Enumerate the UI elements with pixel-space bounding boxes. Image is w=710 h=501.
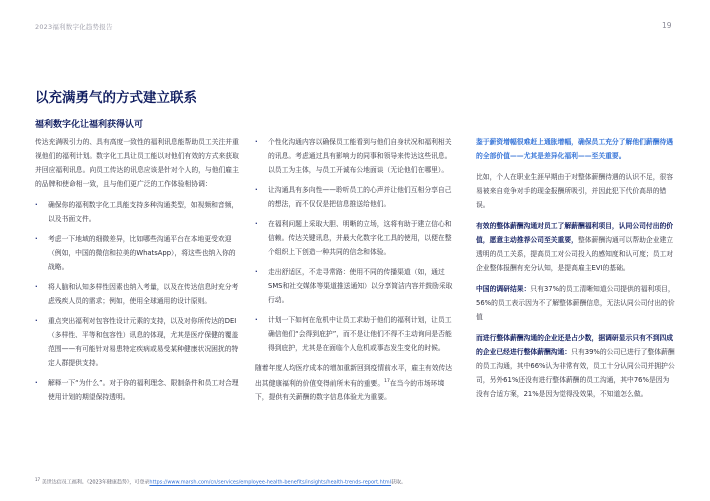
closing-text: 随着年度人均医疗成本的增加重新回到疫情前水平，雇主有效传达出其健康福利的价值变得前所未有的重要。 <box>255 364 453 388</box>
list-item <box>35 314 239 370</box>
paragraph <box>476 331 676 401</box>
middle-bullet-list <box>255 135 455 355</box>
bullet-marker: · <box>255 220 258 228</box>
closing-tail-text: 在当今的市场环境下，提供有关薪酬的数字信息体验尤为重要。 <box>255 379 445 402</box>
bold-lead: 有效的整体薪酬沟通对员工了解薪酬福利项目，认同公司付出的价值，愿意主动推荐公司至关重要， <box>476 222 674 244</box>
list-item-text: 考虑一下地域的细微差异，比如哪些沟通平台在本地更受欢迎（例如，中国的微信和拉美的WhatsApp），将这些也纳入你的战略。 <box>48 235 236 271</box>
middle-column <box>255 135 455 411</box>
footnote-text: 美世达信员工福利。《2023年健康趋势》，可登录 <box>41 479 150 486</box>
running-header: 2023福利数字化趋势报告 <box>35 23 113 31</box>
bullet-marker: · <box>255 316 258 324</box>
list-item <box>35 232 239 274</box>
paragraph <box>476 282 676 324</box>
list-item <box>35 280 239 308</box>
list-item-text: 将人脑和认知多样性因素也纳入考量，以及在传达信息时充分考虑残疾人员的需求；例如，使用全球通用的设计原则。 <box>48 283 239 305</box>
paragraph-text: 只有37%的员工清晰知道公司提供的福利项目，56%的员工表示因为不了解整体薪酬信息，无法认同公司付出的价值 <box>476 285 675 321</box>
list-item <box>35 376 239 404</box>
bullet-marker: · <box>35 317 38 325</box>
list-item-text: 个性化沟通内容以确保员工能看到与他们自身状况和福利相关的讯息。考虑通过具有影响力的同事和领导来传达这些讯息。以员工为主体，与员工开诚布公地面谈（无论他们在哪里）。 <box>268 138 452 174</box>
footnote-reference: 17 <box>384 379 390 384</box>
list-item <box>255 265 455 307</box>
footnote-text-tail: 获取。 <box>391 479 407 486</box>
paragraph-text: 整体薪酬沟通可以帮助企业建立透明的员工关系，提高员工对公司投入的感知度和认可度；员工对企业整体报酬有充分认知，是提高雇主EVI的基础。 <box>476 236 674 272</box>
bullet-marker: · <box>255 268 258 276</box>
paragraph: 比如，个人在职业生涯早期由于对整体薪酬待遇的认识不足，很容易被来自竞争对手的现金报酬所吸引，并因此犯下代价高昂的错误。 <box>476 173 674 209</box>
list-item-text: 计划一下如何在危机中让员工求助于他们的福利计划，让员工确信他们“会得到庇护”，而不是让他们不得不主动询问是否能得到庇护，尤其是在面临个人危机或事态发生变化的时候。 <box>268 316 452 352</box>
list-item-text: 解释一下“为什么”。对于你的福利理念、限制条件和员工对合理使用计划的期望保持透明。 <box>48 379 239 401</box>
list-item-text: 在福利问题上采取大胆、明晰的立场，这将有助于建立信心和信赖。传达关键讯息，并最大化数字化工具的使用，以便在整个组织上下创造一种共同的信念和体验。 <box>268 220 452 256</box>
list-item <box>255 135 455 177</box>
list-item <box>255 183 455 211</box>
footnote <box>35 477 685 486</box>
list-item <box>35 198 239 226</box>
footnote-marker: 17 <box>35 477 41 482</box>
bullet-marker: · <box>255 186 258 194</box>
closing-paragraph <box>255 361 455 404</box>
intro-paragraph: 传达充满吸引力的、具有高度一致性的福利讯息能帮助员工关注并重视他们的福利计划。数字化工具让员工能以对他们有效的方式来获取并回应福利讯息。向员工传达的讯息应该是针对个人的，与他们雇主的品牌和使命相一致，且与他们更广泛的工作体验相协调： <box>35 138 239 188</box>
bold-lead: 中国的调研结果： <box>476 285 531 293</box>
footnote-link[interactable]: https://www.marsh.com/cn/services/employee-health-benefits/insights/health-trends-report.html <box>149 479 392 486</box>
list-item-text: 确保你的福利数字化工具能支持多种沟通类型，如视频和音频，以及书面文件。 <box>48 201 239 223</box>
bullet-marker: · <box>35 283 38 291</box>
list-item <box>255 313 455 355</box>
list-item <box>255 217 455 259</box>
list-item-text: 重点突出福利对包容性设计元素的支持，以及对你所传达的DEI（多样性、平等和包容性）讯息的体现，尤其是医疗保健的覆盖范围——有可能针对易患特定疾病或易受某种健康状况困扰的特定人群提供支持。 <box>48 317 239 367</box>
paragraph-text: 只有39%的公司已进行了整体薪酬的员工沟通，其中66%认为非常有效，员工十分认同公司并拥护公司，另外61%还没有进行整体薪酬的员工沟通，其中76%是因为没有合适方案，21%是因为觉得没效果，不知道怎么做。 <box>476 348 675 398</box>
left-column <box>35 135 239 410</box>
section-subtitle: 福利数字化让福利获得认可 <box>35 120 144 130</box>
bold-lead: 而进行整体薪酬沟通的企业还是占少数，据调研显示只有不到四成的企业已经进行整体薪酬沟通： <box>476 334 674 356</box>
bullet-marker: · <box>35 235 38 243</box>
list-item-text: 走出舒适区，不走寻常路：使用不同的传播渠道（如，通过SMS和社交媒体等渠道推送通知）以分享简洁内容并鼓励采取行动。 <box>268 268 453 304</box>
bullet-marker: · <box>255 138 258 146</box>
paragraph <box>476 219 676 275</box>
bullet-marker: · <box>35 201 38 209</box>
highlight-quote: 鉴于薪资增幅很难赶上通胀增幅，确保员工充分了解他们薪酬待遇的全部价值——尤其是差异化福利——至关重要。 <box>476 138 674 160</box>
right-column <box>476 135 676 408</box>
page-title: 以充满勇气的方式建立联系 <box>35 90 197 106</box>
bullet-marker: · <box>35 379 38 387</box>
left-bullet-list <box>35 198 239 404</box>
page-number: 19 <box>662 21 672 30</box>
list-item-text: 让沟通具有多向性——聆听员工的心声并让他们互相分享自己的想法，而不仅仅是把信息推送给他们。 <box>268 186 452 208</box>
